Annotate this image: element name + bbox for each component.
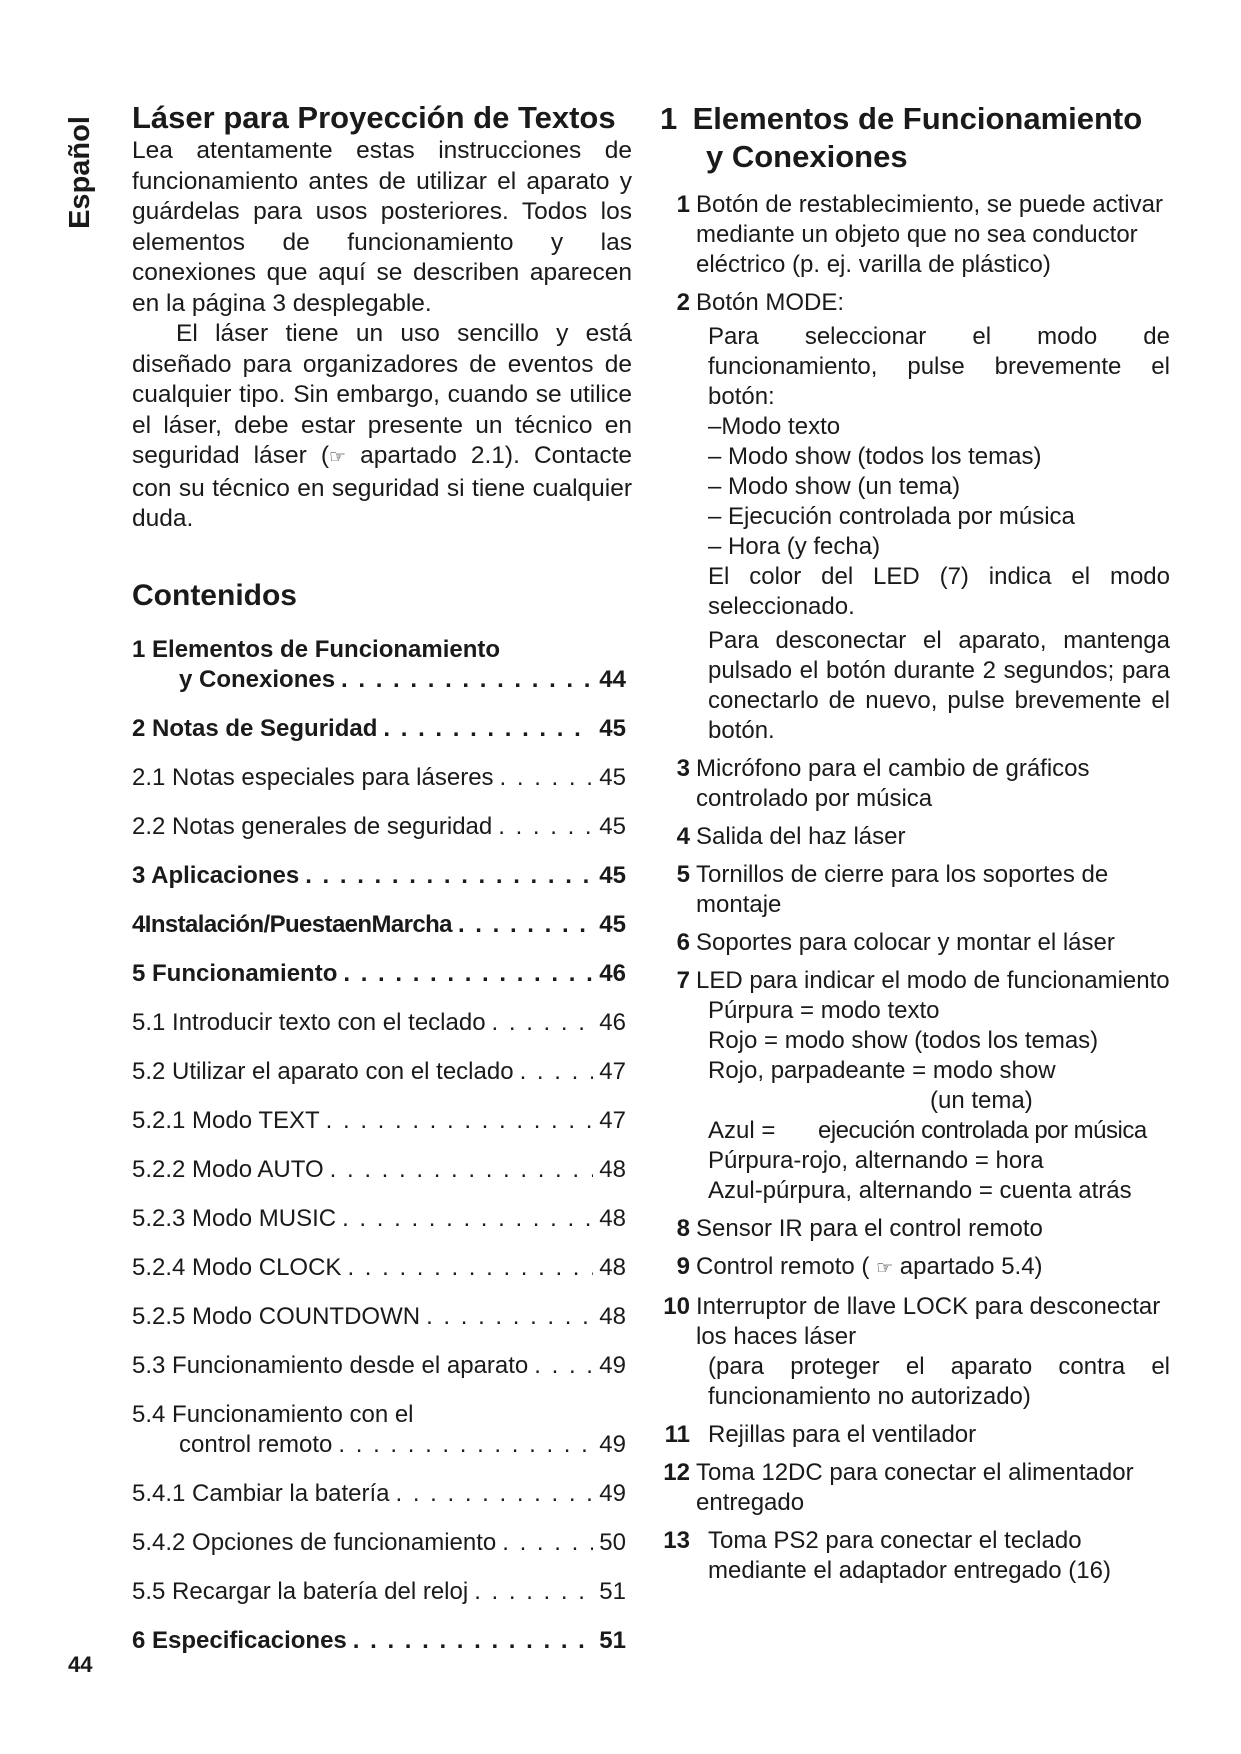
toc-entry[interactable]: 5.4.1 Cambiar la batería . . . 49 xyxy=(132,1479,626,1509)
toc-entry[interactable]: 3 Aplicaciones . . . 45 xyxy=(132,861,626,891)
intro-paragraph-1: Lea atentamente estas instrucciones de funcionamiento antes de utilizar el aparato y guárdelas para usos posteriores. Todos los elementos de funcionamiento y las conexiones que aquí se describen aparecen en la página 3 desplegable. xyxy=(132,137,632,317)
toc-entry[interactable]: 5.1 Introducir texto con el teclado . . . 46 xyxy=(132,1008,626,1038)
intro-text xyxy=(132,136,632,535)
list-item: 4 Salida del haz láser xyxy=(676,823,906,850)
toc-entry[interactable]: 5.2.4 Modo CLOCK . . . 48 xyxy=(132,1253,626,1283)
list-item: 11 Rejillas para el ventilador xyxy=(664,1421,977,1448)
page-title: Láser para Proyección de Textos xyxy=(132,100,616,135)
toc-entry[interactable]: 2.2 Notas generales de seguridad . . . 45 xyxy=(132,812,626,842)
table-of-contents xyxy=(132,635,632,1656)
toc-entry[interactable]: 5.2.1 Modo TEXT . . . 47 xyxy=(132,1106,626,1136)
toc-entry[interactable]: 5 Funcionamiento . . . 46 xyxy=(132,959,626,989)
section-title: 1 Elementos de Funcionamiento y Conexiones xyxy=(660,101,1143,174)
list-item: 13 Toma PS2 para conectar el teclado mediante el adaptador entregado (16) xyxy=(663,1527,1111,1584)
list-item: 2 Botón MODE: Para seleccionar el modo de funcionamiento, pulse brevemente el botón: –Modo texto – Modo show (todos los temas) – Modo show (un tema) – Ejecución controlada por música – Hora (y fecha) El color del LED (7) indica el modo seleccionado. Para desconectar el aparato, mantenga pulsado el botón durante 2 segundos; para conectarlo de nuevo, pulse brevemente el botón. xyxy=(676,289,1170,744)
contents-title: Contenidos xyxy=(132,578,297,612)
language-tab: Español xyxy=(63,115,96,229)
list-item: 3 Micrófono para el cambio de gráficos controlado por música xyxy=(676,755,1090,812)
page-number: 44 xyxy=(68,1652,93,1677)
list-item: 5 Tornillos de cierre para los soportes de montaje xyxy=(676,861,1109,918)
toc-entry[interactable]: 5.3 Funcionamiento desde el aparato . . . 49 xyxy=(132,1351,626,1381)
toc-entry[interactable]: 2 Notas de Seguridad . . . 45 xyxy=(132,714,626,744)
toc-entry[interactable]: 5.2.3 Modo MUSIC . . . 48 xyxy=(132,1204,626,1234)
pointing-hand-icon: ☞ xyxy=(876,1258,894,1279)
toc-entry[interactable]: 4Instalación/PuestaenMarcha . . . 45 xyxy=(132,910,626,940)
left-column xyxy=(132,100,632,1675)
pointing-hand-icon: ☞ xyxy=(328,447,347,468)
list-item: 10 Interruptor de llave LOCK para desconectar los haces láser (para proteger el aparato contra el funcionamiento no autorizado) xyxy=(663,1293,1170,1410)
toc-entry[interactable]: 5.5 Recargar la batería del reloj . . . 51 xyxy=(132,1577,626,1607)
toc-entry[interactable]: 5.2.2 Modo AUTO . . . 48 xyxy=(132,1155,626,1185)
list-item: 1 Botón de restablecimiento, se puede activar mediante un objeto que no sea conductor eléctrico (p. ej. varilla de plástico) xyxy=(676,191,1163,278)
toc-entry[interactable]: 5.2 Utilizar el aparato con el teclado . . . 47 xyxy=(132,1057,626,1087)
toc-entry[interactable]: 1 Elementos de Funcionamiento y Conexiones . . . 44 xyxy=(132,635,626,695)
toc-entry[interactable]: 2.1 Notas especiales para láseres . . . 45 xyxy=(132,763,626,793)
toc-entry[interactable]: 5.4 Funcionamiento con el control remoto . . . 49 xyxy=(132,1400,626,1460)
list-item: 6 Soportes para colocar y montar el láser xyxy=(676,929,1115,956)
toc-entry[interactable]: 6 Especificaciones . . . 51 xyxy=(132,1626,626,1656)
list-item: 9 Control remoto ( ☞ apartado 5.4) xyxy=(676,1253,1043,1280)
intro-paragraph-2: El láser tiene un uso sencillo y está diseñado para organizadores de eventos de cualquier tipo. Sin embargo, cuando se utilice el láser, debe estar presente un técnico en seguridad láser (☞ apartado 2.1). Contacte con su técnico en seguridad si tiene cualquier duda. xyxy=(132,320,633,532)
list-item: 8 Sensor IR para el control remoto xyxy=(676,1215,1043,1242)
list-item: 7 LED para indicar el modo de funcionamiento Púrpura = modo texto Rojo = modo show (todos los temas) Rojo, parpadeante = modo show (un tema) Azul = ejecución controlada por música Púrpura-rojo, alternando = hora Azul-púrpura, alternando = cuenta atrás xyxy=(676,967,1170,1204)
list-item: 12 Toma 12DC para conectar el alimentador entregado xyxy=(663,1459,1134,1516)
right-column xyxy=(660,100,1170,1594)
toc-entry[interactable]: 5.2.5 Modo COUNTDOWN . . . 48 xyxy=(132,1302,626,1332)
toc-entry[interactable]: 5.4.2 Opciones de funcionamiento . . . 50 xyxy=(132,1528,626,1558)
